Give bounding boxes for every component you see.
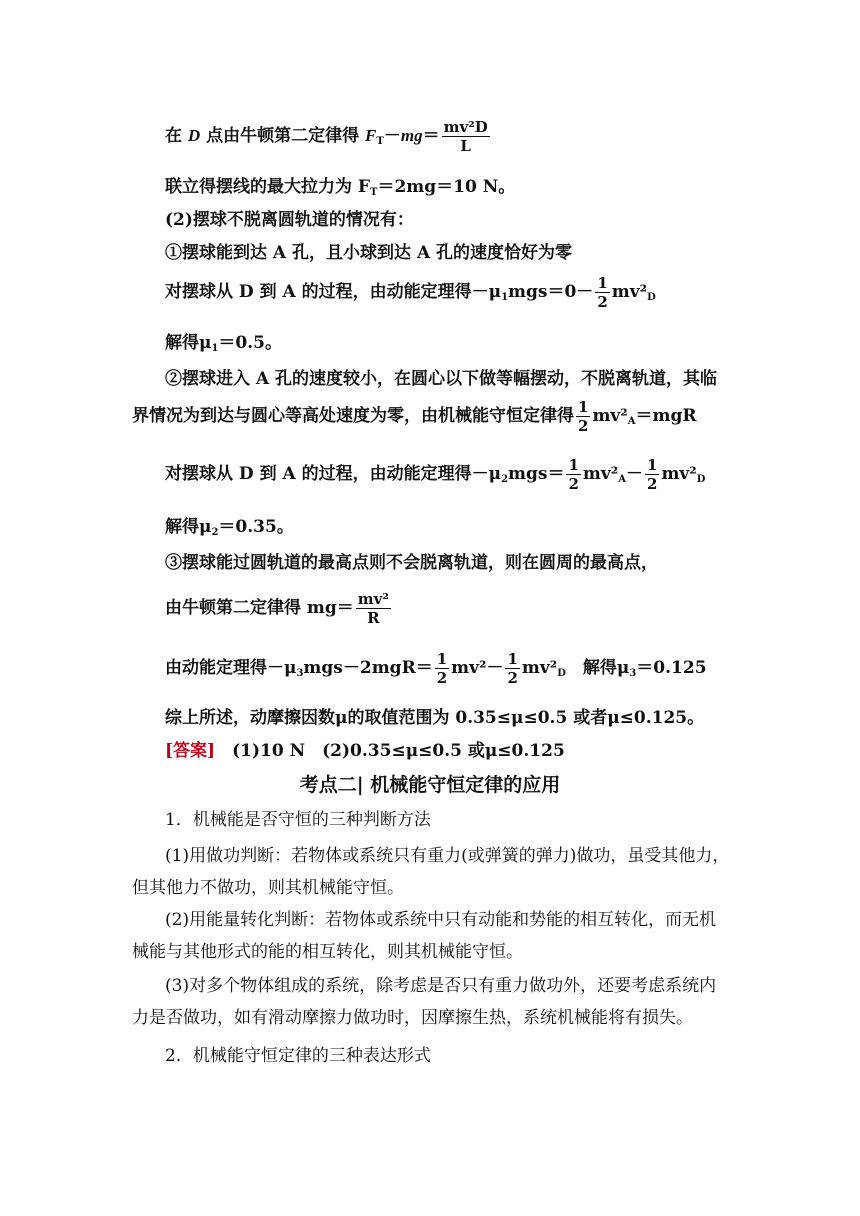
equation-line-2 <box>165 172 515 198</box>
fraction <box>505 650 519 687</box>
equation-line-13 <box>165 650 707 687</box>
subscript: D <box>696 474 706 485</box>
equation-line-5 <box>165 274 656 311</box>
equation-line-10 <box>165 512 294 538</box>
equation-line-7: ②摆球进入 A 孔的速度较小，在圆心以下做等幅摆动，不脱离轨道，其临 <box>165 369 718 389</box>
equation-line-3: (2)摆球不脱离圆轨道的情况有： <box>165 210 414 230</box>
fraction <box>356 590 391 627</box>
var-d: D <box>187 126 201 145</box>
fraction-numerator: 1 <box>507 650 518 668</box>
text: － <box>626 464 643 484</box>
fraction-denominator: 2 <box>568 475 579 493</box>
fraction-denominator: L <box>460 137 471 155</box>
equation-line-11: ③摆球能过圆轨道的最高点则不会脱离轨道，则在圆周的最高点， <box>165 553 658 573</box>
subscript: 1 <box>501 292 509 303</box>
subscript: 3 <box>629 668 637 679</box>
text: ＝ <box>422 126 440 146</box>
fraction-denominator: 2 <box>507 669 518 687</box>
var-f: F <box>365 126 377 145</box>
fraction-numerator: mv²D <box>443 118 488 136</box>
answer-tag: [答案] <box>165 741 216 761</box>
equation-line-4: ①摆球能到达 A 孔，且小球到达 A 孔的速度恰好为零 <box>165 243 573 263</box>
equation-line-6 <box>165 328 282 354</box>
equation-line-8 <box>132 398 697 435</box>
text: 解得μ <box>565 658 630 678</box>
paragraph-3: (3)对多个物体组成的系统，除考虑是否只有重力做功外，还要考虑系统内力是否做功，如有滑动摩擦力做功时，因摩擦生热，系统机械能将有损失。 <box>132 976 717 1028</box>
fraction <box>566 456 580 493</box>
text: ＝0.125 <box>636 658 707 678</box>
fraction <box>442 118 490 155</box>
fraction-denominator: 2 <box>647 475 658 493</box>
fraction-numerator: 1 <box>597 274 608 292</box>
fraction <box>435 650 449 687</box>
text: mv² <box>661 464 697 484</box>
text: ＝mgR <box>635 406 697 426</box>
text: 联立得摆线的最大拉力为 F <box>165 177 370 197</box>
text: mv²－ <box>451 658 504 678</box>
text: 点由牛顿第二定律得 <box>200 126 366 146</box>
text: 在 <box>165 126 188 146</box>
subscript: T <box>370 187 378 198</box>
item-1-title: 1．机械能是否守恒的三种判断方法 <box>165 810 431 830</box>
subscript: 3 <box>296 668 304 679</box>
subscript: A <box>627 416 636 427</box>
summary-line: 综上所述，动摩擦因数μ的取值范围为 0.35≤μ≤0.5 或者μ≤0.125。 <box>165 708 705 728</box>
text: － <box>383 126 401 146</box>
fraction-numerator: mv² <box>357 590 389 608</box>
paragraph-1: (1)用做功判断：若物体或系统只有重力(或弹簧的弹力)做功，虽受其他力，但其他力不做功，则其机械能守恒。 <box>132 846 730 898</box>
fraction <box>576 398 590 435</box>
text: mv² <box>521 658 558 678</box>
fraction-denominator: R <box>367 609 380 627</box>
fraction-numerator: 1 <box>578 398 589 416</box>
paragraph-2: (2)用能量转化判断：若物体或系统中只有动能和势能的相互转化，而无机械能与其他形式的能的相互转化，则其机械能守恒。 <box>132 910 717 962</box>
equation-line-12 <box>165 590 393 627</box>
fraction <box>645 456 659 493</box>
fraction-denominator: 2 <box>597 293 608 311</box>
subscript: 2 <box>501 474 509 485</box>
text: 由动能定理得－μ <box>165 658 297 678</box>
text: ＝0.35。 <box>218 517 294 537</box>
text: mgs＝0－ <box>508 282 594 302</box>
subscript: T <box>376 136 384 147</box>
fraction-numerator: 1 <box>568 456 579 474</box>
var-mg: mg <box>400 126 423 145</box>
text: 解得μ <box>165 333 212 353</box>
text: mv² <box>592 406 628 426</box>
answer-text: (1)10 N (2)0.35≤μ≤0.5 或μ≤0.125 <box>215 741 565 761</box>
fraction-numerator: 1 <box>436 650 448 668</box>
equation-line-1 <box>165 118 492 155</box>
fraction-numerator: 1 <box>647 456 658 474</box>
text: 对摆球从 D 到 A 的过程，由动能定理得－μ <box>165 464 502 484</box>
text: 解得μ <box>165 517 212 537</box>
text: 由牛顿第二定律得 mg＝ <box>165 598 354 618</box>
subscript: D <box>557 668 566 679</box>
answer-line <box>165 736 565 761</box>
text: 对摆球从 D 到 A 的过程，由动能定理得－μ <box>165 282 502 302</box>
fraction-denominator: 2 <box>436 669 448 687</box>
subscript: A <box>618 474 626 485</box>
text: 界情况为到达与圆心等高处速度为零，由机械能守恒定律得 <box>132 406 574 426</box>
text: mgs－2mgR＝ <box>303 658 433 678</box>
equation-line-9 <box>165 456 705 493</box>
item-2-title: 2．机械能守恒定律的三种表达形式 <box>165 1046 431 1066</box>
subscript: 2 <box>211 527 219 538</box>
fraction <box>595 274 609 311</box>
text: ＝0.5。 <box>218 333 282 353</box>
subscript: D <box>647 292 656 303</box>
text: mgs＝ <box>508 464 565 484</box>
section-heading: 考点二| 机械能守恒定律的应用 <box>299 774 561 796</box>
text: mv² <box>611 282 648 302</box>
fraction-denominator: 2 <box>578 417 589 435</box>
text: mv² <box>582 464 619 484</box>
text: ＝2mg＝10 N。 <box>377 177 516 197</box>
subscript: 1 <box>211 343 219 354</box>
